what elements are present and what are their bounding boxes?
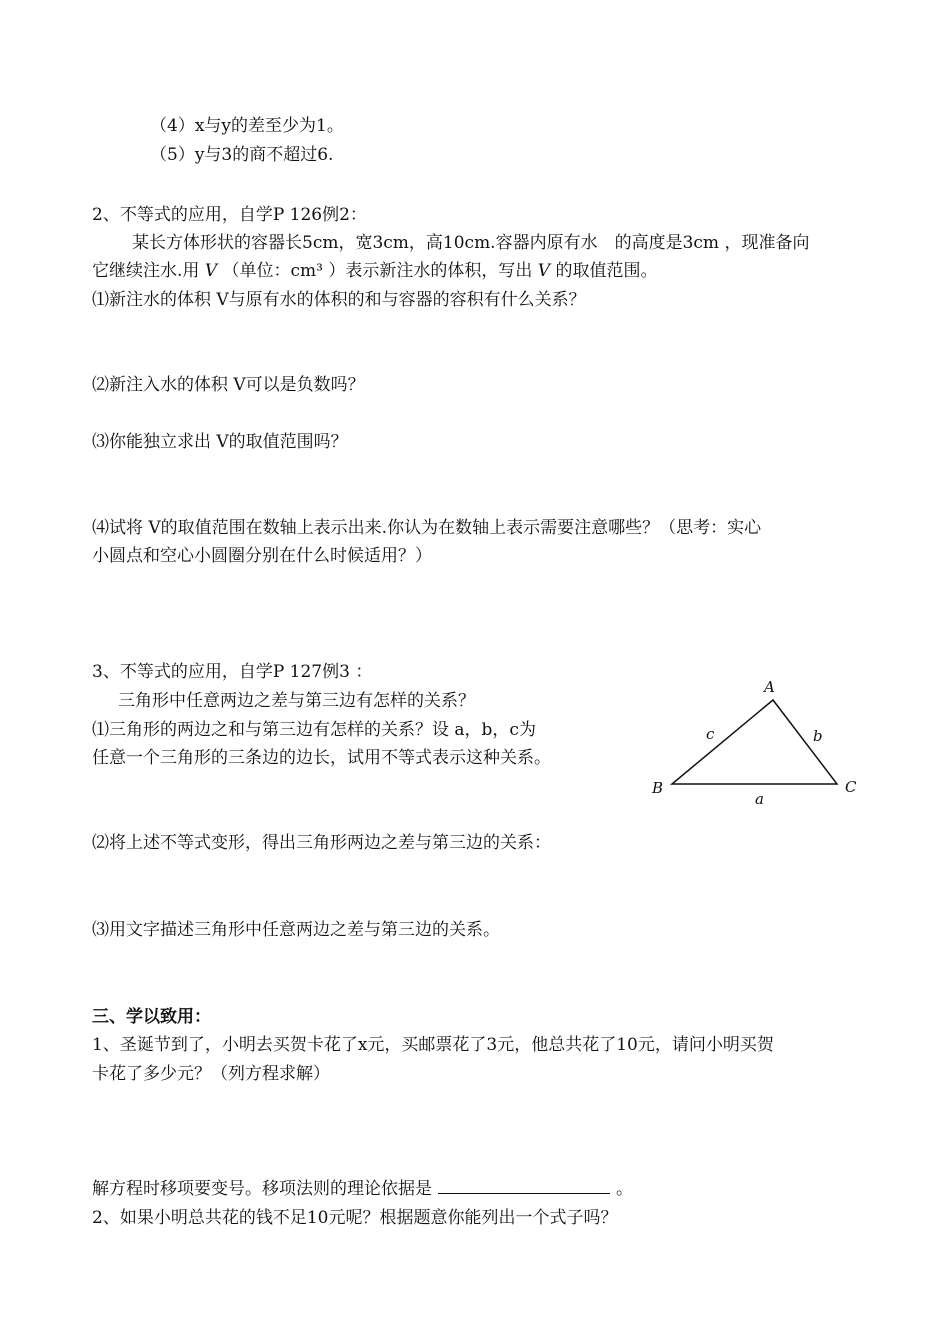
- rule-end: 。: [616, 1179, 633, 1199]
- rule-text: 解方程时移项要变号。移项法则的理论依据是: [92, 1179, 432, 1199]
- problem-text: 它继续注水.用: [92, 261, 200, 281]
- application-3-subquestion-1-line2: 任意一个三角形的三条边的边长，试用不等式表示这种关系。: [92, 748, 551, 768]
- section-3-rule-line: [92, 1177, 633, 1201]
- application-2-subquestion-4-line1: ⑷试将 V的取值范围在数轴上表示出来.你认为在数轴上表示需要注意哪些？（思考：实心: [92, 518, 762, 538]
- application-2-subquestion-2: ⑵新注入水的体积 V可以是负数吗？: [92, 375, 365, 395]
- side-b-label: b: [813, 727, 823, 745]
- side-c-label: c: [706, 725, 715, 743]
- application-2-subquestion-3: ⑶你能独立求出 V的取值范围吗？: [92, 432, 348, 452]
- problem-text: （单位：cm³ ）表示新注水的体积，写出: [222, 261, 533, 281]
- application-2-problem-line1: 某长方体形状的容器长5cm，宽3cm，高10cm.容器内原有水 的高度是3cm ，现准备向: [132, 233, 810, 253]
- application-3-heading: 3、不等式的应用，自学P 127例3 ：: [92, 662, 373, 682]
- application-3-question: 三角形中任意两边之差与第三边有怎样的关系？: [118, 691, 475, 711]
- problem-text: 的取值范围。: [555, 261, 658, 281]
- section-3-heading: 三、学以致用：: [92, 1007, 211, 1027]
- vertex-a-label: A: [764, 678, 775, 696]
- section-3-question-2: 2、如果小明总共花的钱不足10元呢？根据题意你能列出一个式子吗？: [92, 1208, 618, 1228]
- variable-v: V: [537, 261, 551, 281]
- variable-v: V: [204, 261, 218, 281]
- section-3-question-1-line2: 卡花了多少元？（列方程求解）: [92, 1064, 330, 1084]
- application-2-heading: 2、不等式的应用，自学P 126例2：: [92, 205, 367, 225]
- question-5-text: （5）y与3的商不超过6.: [150, 145, 334, 165]
- application-3-subquestion-2: ⑵将上述不等式变形，得出三角形两边之差与第三边的关系：: [92, 833, 551, 853]
- section-3-question-1-line1: 1、圣诞节到了，小明去买贺卡花了x元，买邮票花了3元，他总共花了10元，请问小明买贺: [92, 1035, 774, 1055]
- triangle-diagram: [640, 668, 880, 808]
- vertex-c-label: C: [845, 778, 857, 796]
- application-3-subquestion-1-line1: ⑴三角形的两边之和与第三边有怎样的关系？设 a，b，c为: [92, 720, 536, 740]
- question-4-text: （4）x与y的差至少为1。: [150, 116, 344, 136]
- side-a-label: a: [755, 790, 764, 808]
- vertex-b-label: B: [652, 779, 664, 797]
- application-2-problem-line2: [92, 259, 657, 283]
- application-3-subquestion-3: ⑶用文字描述三角形中任意两边之差与第三边的关系。: [92, 920, 500, 940]
- answer-blank[interactable]: [438, 1177, 610, 1194]
- application-2-subquestion-4-line2: 小圆点和空心小圆圈分别在什么时候适用？）: [92, 546, 432, 566]
- application-2-subquestion-1: ⑴新注水的体积 V与原有水的体积的和与容器的容积有什么关系？: [92, 290, 586, 310]
